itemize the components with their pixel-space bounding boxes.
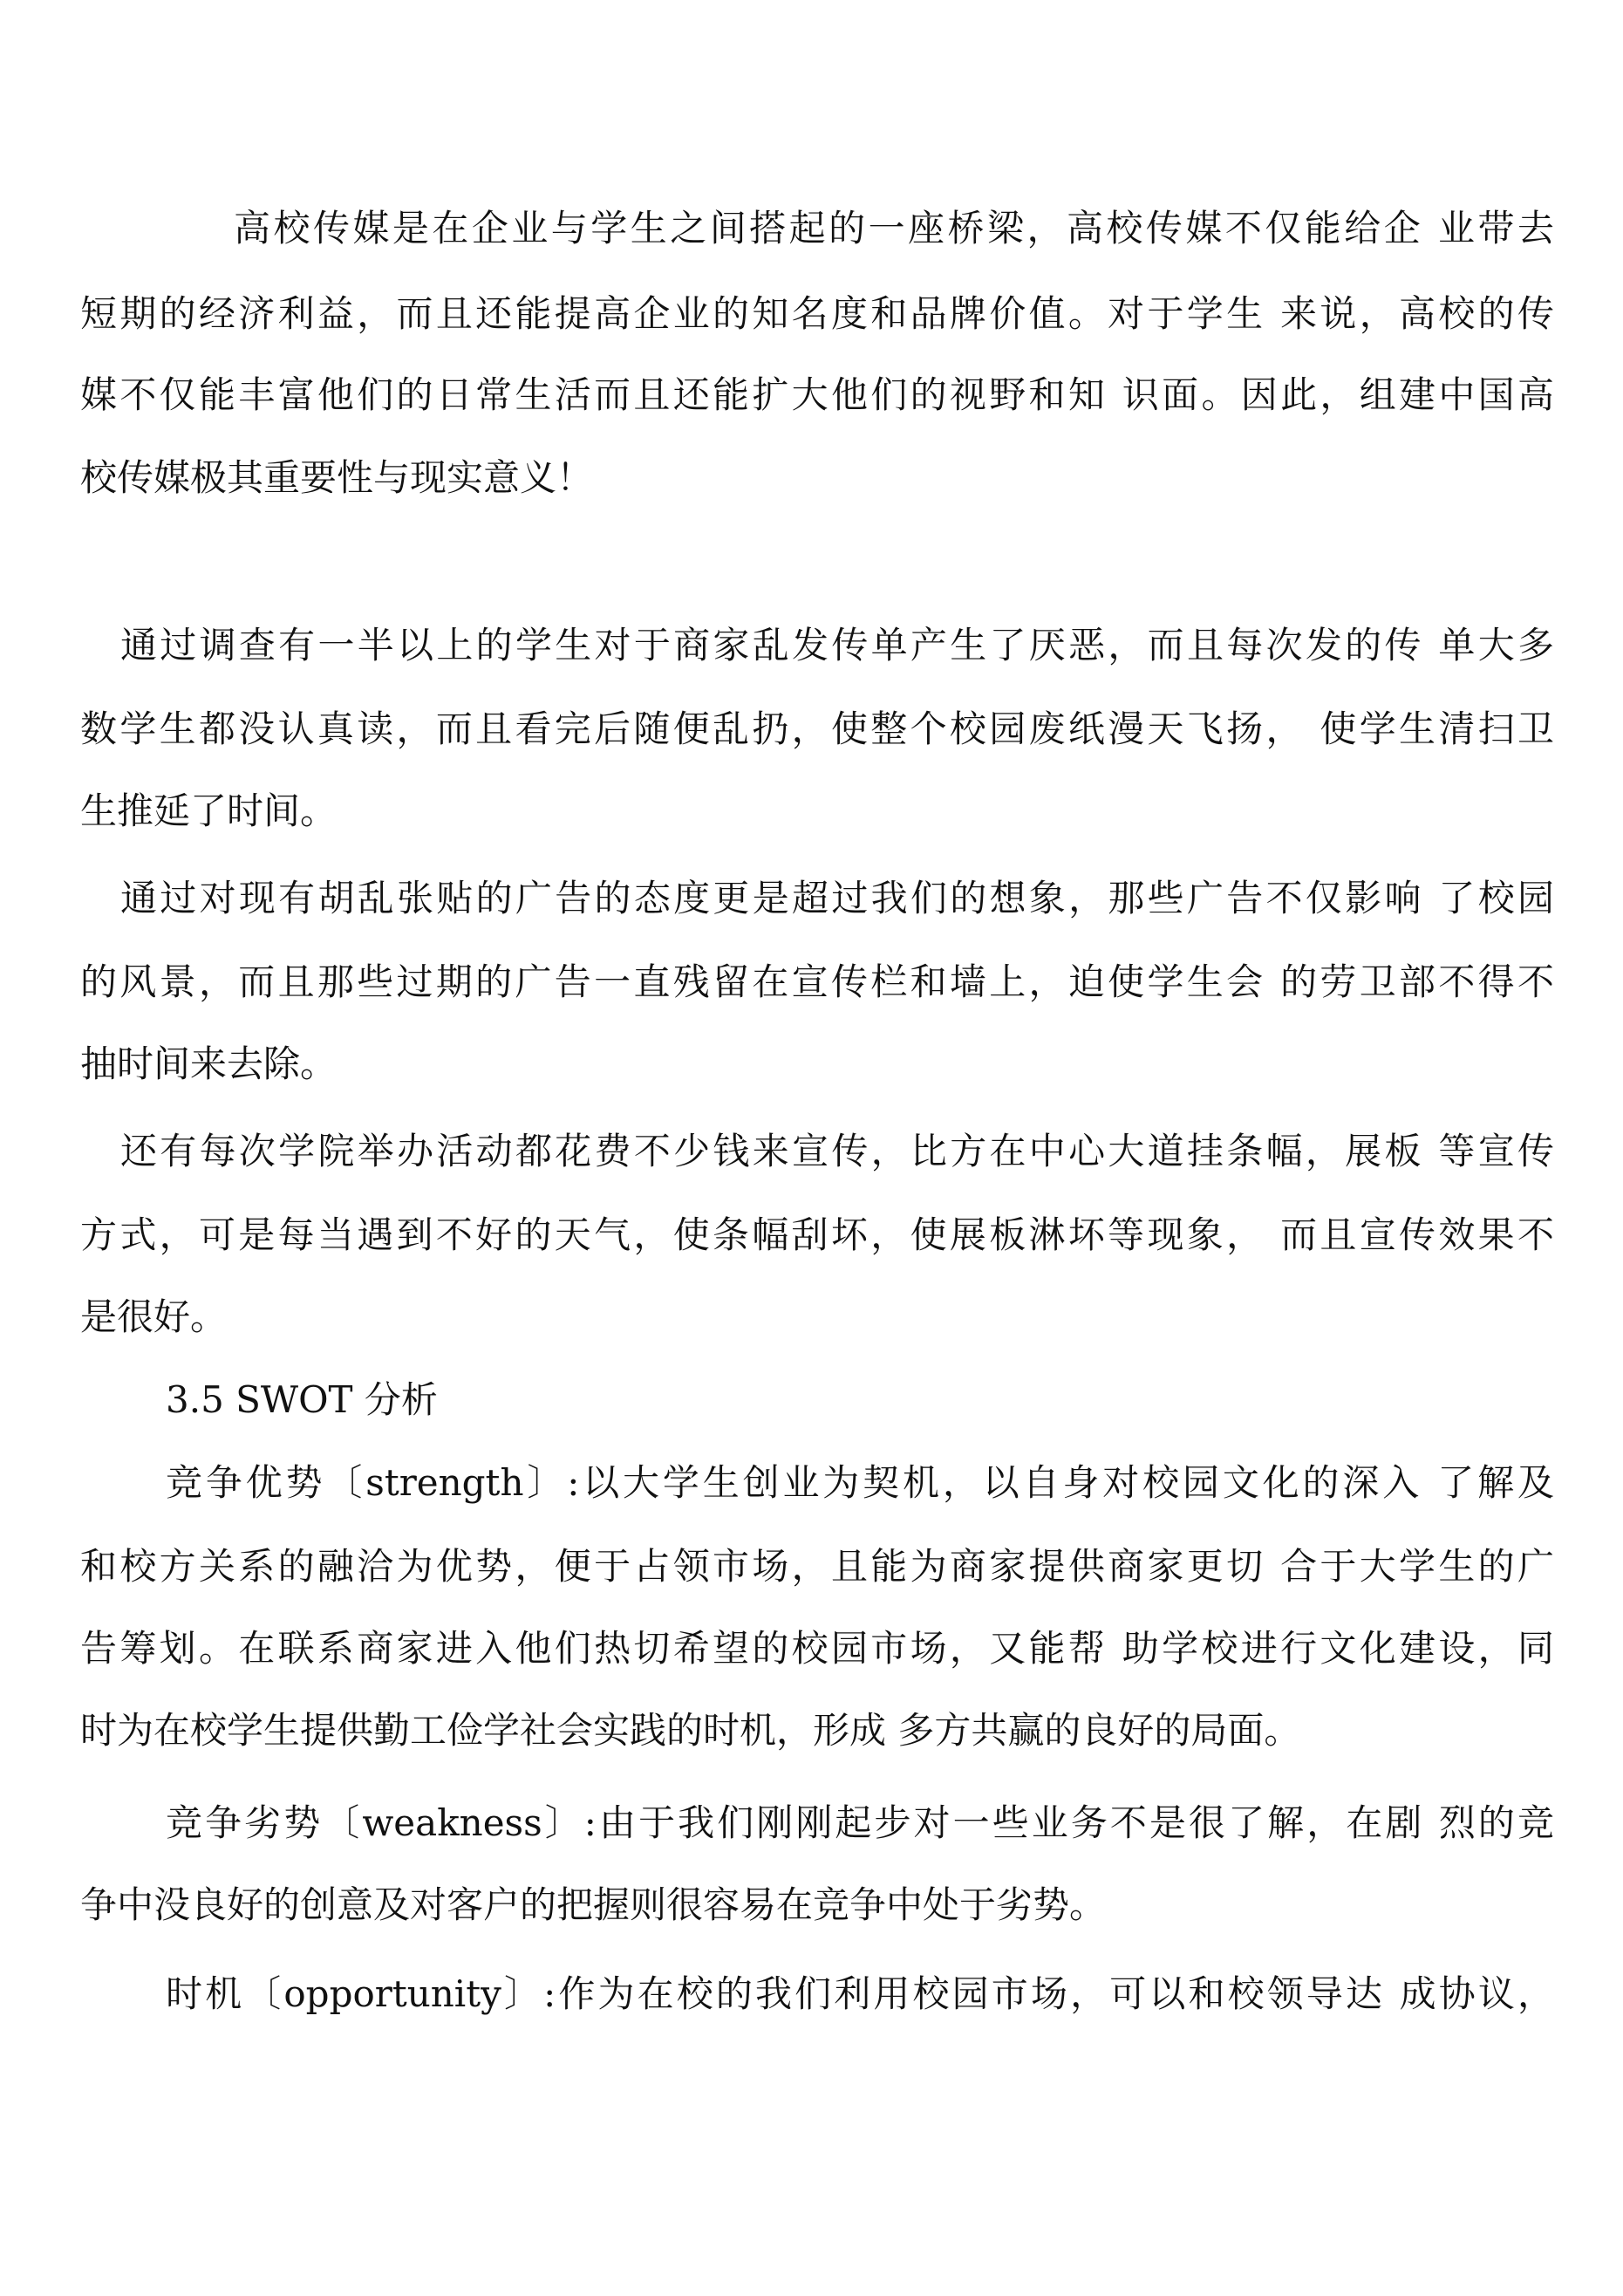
paragraph-3-line-1: 通过对现有胡乱张贴的广告的态度更是超过我们的想象，那些广告不仅影响 了校园 (120, 877, 1554, 919)
opportunity-line-1: 时机〔opportunity〕:作为在校的我们利用校园市场，可以和校领导达 成协议， (166, 1972, 1554, 2015)
paragraph-1-line-4: 校传媒极其重要性与现实意义！ (80, 456, 594, 499)
strength-line-3: 告筹划。在联系商家进入他们热切希望的校园市场，又能帮 助学校进行文化建设，同 (80, 1627, 1554, 1670)
paragraph-3-line-3: 抽时间来去除。 (80, 1042, 338, 1085)
paragraph-4-line-3: 是很好。 (80, 1295, 228, 1338)
weakness-line-1: 竞争劣势〔weakness〕:由于我们刚刚起步对一些业务不是很了解，在剧 烈的竞 (166, 1801, 1554, 1844)
strength-line-2: 和校方关系的融洽为优势，便于占领市场，且能为商家提供商家更切 合于大学生的广 (80, 1545, 1554, 1588)
strength-line-4: 时为在校学生提供勤工俭学社会实践的时机，形成 多方共赢的良好的局面。 (80, 1709, 1301, 1752)
paragraph-1-line-2: 短期的经济利益，而且还能提高企业的知名度和品牌价值。对于学生 来说，高校的传 (80, 292, 1554, 335)
paragraph-1-line-1: 高校传媒是在企业与学生之间搭起的一座桥梁，高校传媒不仅能给企 业带去 (234, 207, 1554, 249)
section-heading-swot: 3.5 SWOT 分析 (166, 1378, 438, 1421)
paragraph-1-line-3: 媒不仅能丰富他们的日常生活而且还能扩大他们的视野和知 识面。因此，组建中国高 (80, 373, 1554, 416)
paragraph-2-line-3: 生推延了时间。 (80, 789, 338, 832)
paragraph-2-line-1: 通过调查有一半以上的学生对于商家乱发传单产生了厌恶，而且每次发的传 单大多 (120, 624, 1554, 666)
weakness-line-2: 争中没良好的创意及对客户的把握则很容易在竞争中处于劣势。 (80, 1883, 1107, 1926)
strength-line-1: 竞争优势〔strength〕:以大学生创业为契机，以自身对校园文化的深入 了解及 (166, 1461, 1554, 1504)
paragraph-4-line-1: 还有每次学院举办活动都花费不少钱来宣传，比方在中心大道挂条幅，展板 等宣传 (120, 1130, 1554, 1172)
paragraph-2-line-2: 数学生都没认真读，而且看完后随便乱扔，使整个校园废纸漫天飞扬， 使学生清扫卫 (80, 707, 1554, 750)
paragraph-3-line-2: 的风景，而且那些过期的广告一直残留在宣传栏和墙上，迫使学生会 的劳卫部不得不 (80, 960, 1554, 1003)
paragraph-4-line-2: 方式，可是每当遇到不好的天气，使条幅刮坏，使展板淋坏等现象， 而且宣传效果不 (80, 1213, 1554, 1256)
